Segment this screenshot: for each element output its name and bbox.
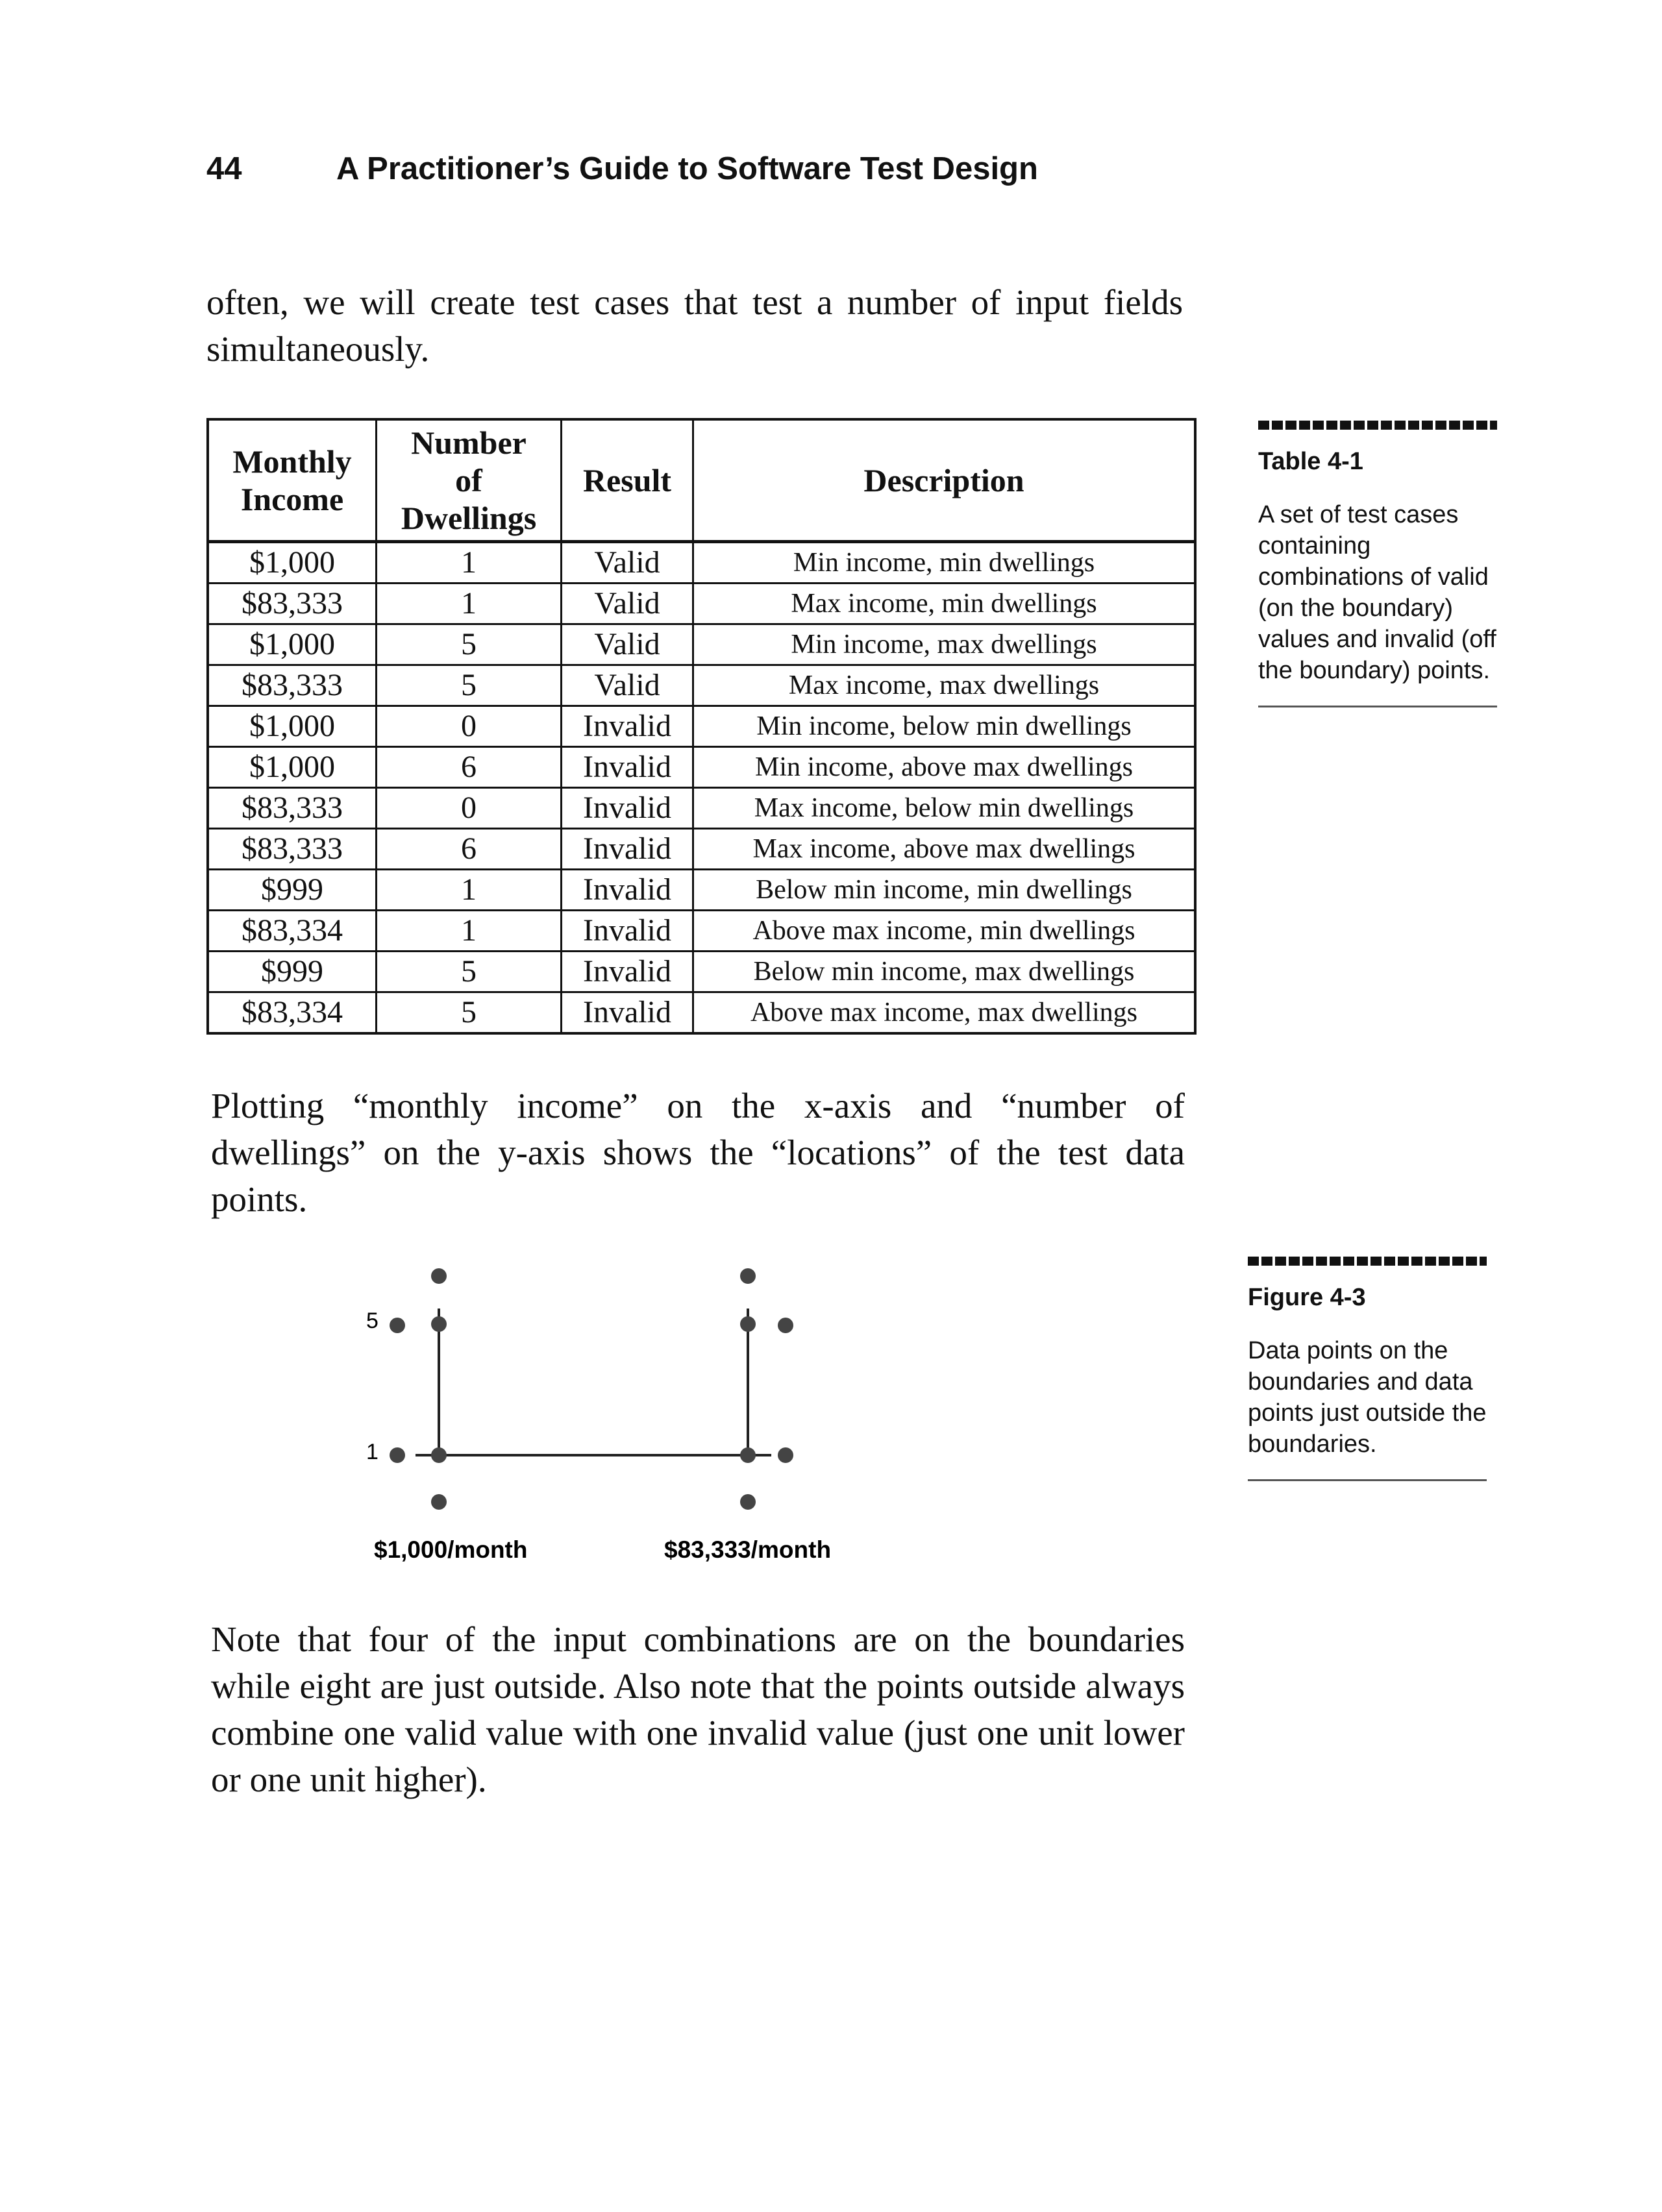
cell-dwellings: 1 [377,542,562,584]
header-income-line-2: Income [240,481,344,517]
cell-income: $83,333 [208,584,377,624]
table-caption-text: A set of test cases containing combinations of valid (on the boundary) values and invalid (off the boundary) points. [1258,501,1496,684]
intro-paragraph: often, we will create test cases that test a number of input fields simultaneously. [206,282,1183,369]
table-row [208,584,1195,624]
cell-result: Valid [562,542,693,584]
cell-result: Invalid [562,788,693,829]
cell-dwellings: 0 [377,788,562,829]
cell-income: $999 [208,952,377,992]
cell-description: Above max income, min dwellings [693,911,1196,952]
sidebar-rule [1248,1479,1487,1481]
cell-description: Min income, min dwellings [693,542,1196,584]
point-below-min-income-max-dwellings [390,1318,405,1333]
cell-description: Min income, max dwellings [693,624,1196,665]
header-description: Description [693,419,1196,542]
boundary-figure [338,1253,909,1590]
cell-dwellings: 1 [377,584,562,624]
sidebar-marker-bar [1248,1257,1487,1266]
point-min-income-max-dwellings [431,1316,447,1332]
point-max-income-above-max-dwellings [740,1268,756,1284]
point-min-income-min-dwellings [431,1447,447,1463]
test-case-table [206,418,1197,1035]
table-sidebar [1258,421,1498,707]
header-dwellings-line-2: of [455,462,482,498]
point-max-income-max-dwellings [740,1316,756,1332]
table-row [208,870,1195,911]
cell-dwellings: 5 [377,624,562,665]
header-result: Result [562,419,693,542]
cell-result: Valid [562,665,693,706]
table-row [208,992,1195,1034]
cell-result: Invalid [562,911,693,952]
cell-income: $1,000 [208,706,377,747]
table-caption: Table 4-1 [1258,448,1363,475]
cell-result: Invalid [562,870,693,911]
x-label-max-income: $83,333/month [664,1536,832,1563]
y-tick-1: 1 [366,1440,378,1464]
cell-description: Max income, above max dwellings [693,829,1196,870]
cell-income: $1,000 [208,542,377,584]
table-row [208,747,1195,788]
cell-description: Max income, below min dwellings [693,788,1196,829]
cell-income: $1,000 [208,747,377,788]
y-tick-5: 5 [366,1309,378,1333]
cell-description: Max income, max dwellings [693,665,1196,706]
cell-income: $83,333 [208,665,377,706]
cell-dwellings: 6 [377,829,562,870]
table-row [208,706,1195,747]
cell-description: Min income, below min dwellings [693,706,1196,747]
table-row [208,624,1195,665]
header-number-of-dwellings [377,419,562,542]
figure-caption-text: Data points on the boundaries and data points just outside the boundaries. [1248,1337,1487,1458]
cell-result: Invalid [562,706,693,747]
figure-caption: Figure 4-3 [1248,1284,1366,1311]
point-above-max-income-max-dwellings [778,1318,793,1333]
cell-dwellings: 5 [377,665,562,706]
cell-description: Above max income, max dwellings [693,992,1196,1034]
cell-description: Below min income, max dwellings [693,952,1196,992]
header-monthly-income [208,419,377,542]
point-above-max-income-min-dwellings [778,1447,793,1463]
cell-result: Valid [562,624,693,665]
cell-dwellings: 0 [377,706,562,747]
cell-income: $83,333 [208,788,377,829]
cell-dwellings: 1 [377,870,562,911]
sidebar-rule [1258,706,1497,707]
point-min-income-above-max-dwellings [431,1268,447,1284]
sidebar-marker-bar [1258,421,1497,430]
header-dwellings-line-3: Dwellings [401,500,537,536]
table-row [208,542,1195,584]
table-row [208,952,1195,992]
x-label-min-income: $1,000/month [374,1536,528,1563]
figure-sidebar [1248,1257,1488,1481]
point-max-income-below-min-dwellings [740,1494,756,1510]
cell-description: Min income, above max dwellings [693,747,1196,788]
running-title: A Practitioner’s Guide to Software Test Design [336,151,1038,186]
cell-dwellings: 1 [377,911,562,952]
cell-income: $83,334 [208,992,377,1034]
note-paragraph: Note that four of the input combinations are on the boundaries while eight are just outside. Also note that the points outside always combine one valid value with one invalid value (just one unit lower or one unit higher). [211,1619,1185,1799]
table-row [208,788,1195,829]
header-income-line-1: Monthly [232,443,352,480]
cell-result: Invalid [562,747,693,788]
cell-description: Max income, min dwellings [693,584,1196,624]
page-number: 44 [206,151,242,186]
cell-income: $1,000 [208,624,377,665]
cell-result: Invalid [562,992,693,1034]
cell-dwellings: 6 [377,747,562,788]
plot-paragraph: Plotting “monthly income” on the x-axis and “number of dwellings” on the y-axis shows the “locations” of the test data points. [211,1086,1185,1219]
cell-result: Invalid [562,952,693,992]
cell-result: Valid [562,584,693,624]
header-dwellings-line-1: Number [411,424,527,461]
cell-income: $999 [208,870,377,911]
cell-income: $83,333 [208,829,377,870]
table-row [208,911,1195,952]
point-min-income-below-min-dwellings [431,1494,447,1510]
point-below-min-income-min-dwellings [390,1447,405,1463]
cell-description: Below min income, min dwellings [693,870,1196,911]
cell-income: $83,334 [208,911,377,952]
table-row [208,665,1195,706]
point-max-income-min-dwellings [740,1447,756,1463]
cell-dwellings: 5 [377,992,562,1034]
table-row [208,829,1195,870]
cell-dwellings: 5 [377,952,562,992]
table-header-row [208,419,1195,542]
cell-result: Invalid [562,829,693,870]
